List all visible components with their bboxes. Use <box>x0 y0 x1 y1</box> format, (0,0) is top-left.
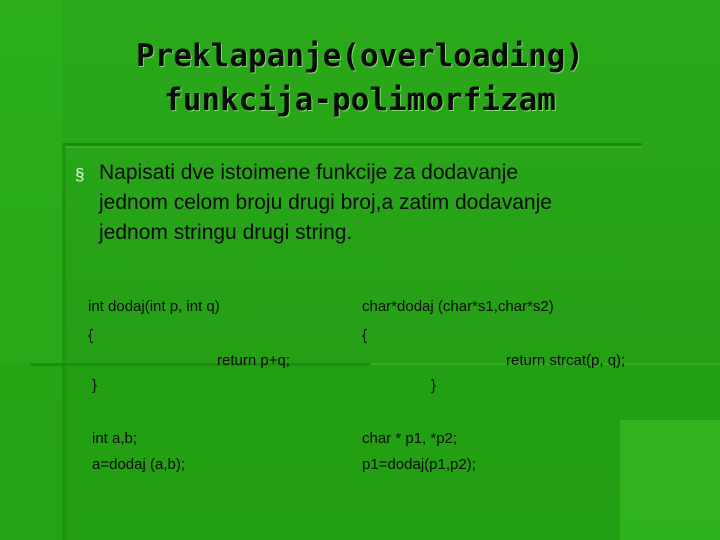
bullet-item <box>75 158 695 248</box>
right-body: return strcat(p, q); <box>506 352 626 369</box>
decor-top-rule-highlight <box>62 146 642 148</box>
decor-mid-rule <box>30 363 370 366</box>
title-line-2: funkcija-polimorfizam <box>164 82 556 118</box>
bullet-text <box>99 158 695 248</box>
decor-vertical-rule <box>62 143 66 540</box>
slide-title <box>0 34 720 122</box>
bullet-line-2: jednom celom broju drugi broj,a zatim dodavanje <box>99 191 552 214</box>
bullet-icon: § <box>75 165 85 184</box>
left-body: return p+q; <box>217 352 290 369</box>
decor-bottom-block <box>0 365 720 540</box>
right-call: p1=dodaj(p1,p2); <box>362 456 476 473</box>
right-open-brace: { <box>362 327 368 344</box>
right-decl: char * p1, *p2; <box>362 430 458 447</box>
left-call: a=dodaj (a,b); <box>92 456 185 473</box>
right-close-brace: } <box>431 377 437 394</box>
decor-bottom-right <box>620 420 720 540</box>
bullet-line-3: jednom stringu drugi string. <box>99 221 353 244</box>
right-signature: char*dodaj (char*s1,char*s2) <box>362 298 554 315</box>
title-line-1: Preklapanje(overloading) <box>136 38 584 74</box>
left-close-brace: } <box>92 377 98 394</box>
left-open-brace: { <box>88 327 94 344</box>
left-signature: int dodaj(int p, int q) <box>88 298 220 315</box>
left-decl: int a,b; <box>92 430 138 447</box>
bullet-line-1: Napisati dve istoimene funkcije za dodavanje <box>99 161 519 184</box>
